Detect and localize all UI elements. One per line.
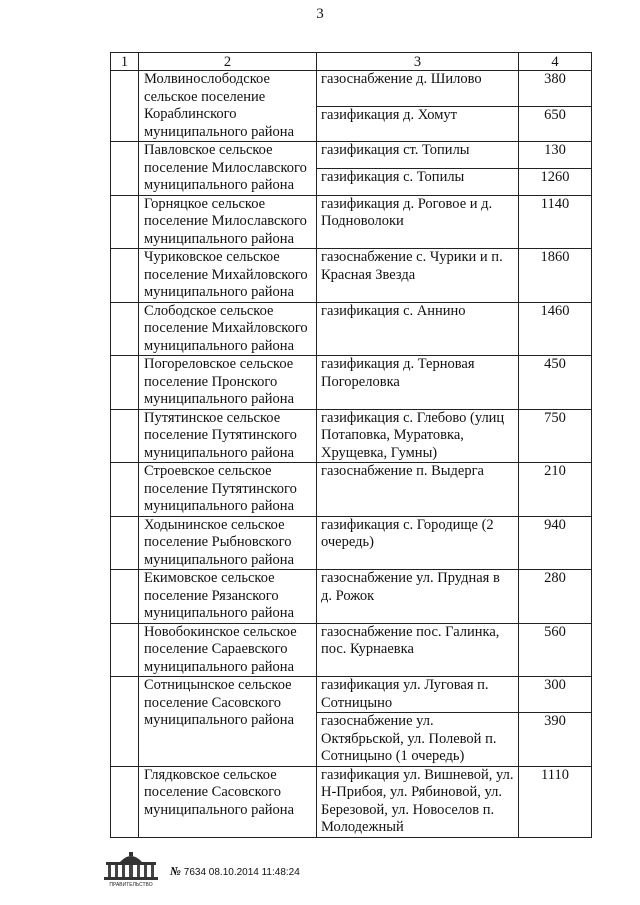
amount-cell: 1110 [519,766,592,837]
project-description-cell: газификация д. Хомут [317,106,519,142]
document-registration-info [170,864,300,879]
number-sign: № [170,864,181,878]
amount-cell: 1860 [519,249,592,303]
settlement-name-cell: Новобокинское сельское поселение Сараевского муниципального района [139,623,317,677]
project-description-cell: газоснабжение ул. Прудная в д. Рожок [317,570,519,624]
government-building-logo [100,848,162,888]
footer [100,848,400,888]
amount-cell: 280 [519,570,592,624]
settlement-name-cell: Путятинское сельское поселение Путятинского муниципального района [139,409,317,463]
amount-cell: 940 [519,516,592,570]
settlement-name-cell: Слободское сельское поселение Михайловского муниципального района [139,302,317,356]
gasification-table [110,52,592,838]
table-row [111,409,592,463]
settlement-name-cell: Павловское сельское поселение Милославского муниципального района [139,142,317,196]
project-description-cell: газификация д. Роговое и д. Подноволоки [317,195,519,249]
header-col-3: 3 [317,53,519,71]
project-description-cell: газификация с. Аннино [317,302,519,356]
page-number: 3 [316,6,324,22]
settlement-name-cell: Ходынинское сельское поселение Рыбновского муниципального района [139,516,317,570]
row-number-cell [111,356,139,410]
header-col-4: 4 [519,53,592,71]
amount-cell: 1260 [519,168,592,195]
amount-cell: 750 [519,409,592,463]
amount-cell: 1140 [519,195,592,249]
table-row [111,195,592,249]
document-number-and-date: 7634 08.10.2014 11:48:24 [183,867,300,878]
row-number-cell [111,195,139,249]
table-row [111,356,592,410]
table-row [111,302,592,356]
project-description-cell: газоснабжение пос. Галинка, пос. Курнаевка [317,623,519,677]
header-col-1: 1 [111,53,139,71]
settlement-name-cell: Глядковское сельское поселение Сасовского муниципального района [139,766,317,837]
project-description-cell: газификация ул. Луговая п. Сотницыно [317,677,519,713]
settlement-name-cell: Горняцкое сельское поселение Милославского муниципального района [139,195,317,249]
amount-cell: 210 [519,463,592,517]
project-description-cell: газоснабжение д. Шилово [317,71,519,107]
header-col-2: 2 [139,53,317,71]
row-number-cell [111,677,139,767]
project-description-cell: газификация с. Городище (2 очередь) [317,516,519,570]
row-number-cell [111,302,139,356]
table-row [111,71,592,107]
amount-cell: 380 [519,71,592,107]
amount-cell: 450 [519,356,592,410]
row-number-cell [111,623,139,677]
header-row [111,53,592,71]
project-description-cell: газификация ул. Вишневой, ул. Н-Прибоя, ул. Рябиновой, ул. Березовой, ул. Новоселов п. Молодежный [317,766,519,837]
table-row [111,516,592,570]
amount-cell: 130 [519,142,592,169]
table-row [111,463,592,517]
amount-cell: 390 [519,713,592,767]
project-description-cell: газоснабжение ул. Октябрьской, ул. Полевой п. Сотницыно (1 очередь) [317,713,519,767]
table-row [111,623,592,677]
settlement-name-cell: Молвинослободское сельское поселение Кораблинского муниципального района [139,71,317,142]
row-number-cell [111,409,139,463]
project-description-cell: газоснабжение п. Выдерга [317,463,519,517]
table-row [111,677,592,713]
table-row [111,570,592,624]
row-number-cell [111,463,139,517]
project-description-cell: газификация с. Глебово (улиц Потаповка, Муратовка, Хрущевка, Гумны) [317,409,519,463]
row-number-cell [111,570,139,624]
table-row [111,142,592,169]
settlement-name-cell: Екимовское сельское поселение Рязанского муниципального района [139,570,317,624]
row-number-cell [111,249,139,303]
settlement-name-cell: Чуриковское сельское поселение Михайловского муниципального района [139,249,317,303]
row-number-cell [111,142,139,196]
row-number-cell [111,71,139,142]
amount-cell: 650 [519,106,592,142]
row-number-cell [111,516,139,570]
table-row [111,249,592,303]
amount-cell: 560 [519,623,592,677]
project-description-cell: газоснабжение с. Чурики и п. Красная Звезда [317,249,519,303]
settlement-name-cell: Строевское сельское поселение Путятинского муниципального района [139,463,317,517]
settlement-name-cell: Сотницынское сельское поселение Сасовского муниципального района [139,677,317,767]
project-description-cell: газификация ст. Топилы [317,142,519,169]
settlement-name-cell: Погореловское сельское поселение Пронского муниципального района [139,356,317,410]
project-description-cell: газификация д. Терновая Погореловка [317,356,519,410]
logo-caption: ПРАВИТЕЛЬСТВО [109,882,153,888]
amount-cell: 1460 [519,302,592,356]
row-number-cell [111,766,139,837]
table-row [111,766,592,837]
amount-cell: 300 [519,677,592,713]
project-description-cell: газификация с. Топилы [317,168,519,195]
table-body [111,71,592,838]
